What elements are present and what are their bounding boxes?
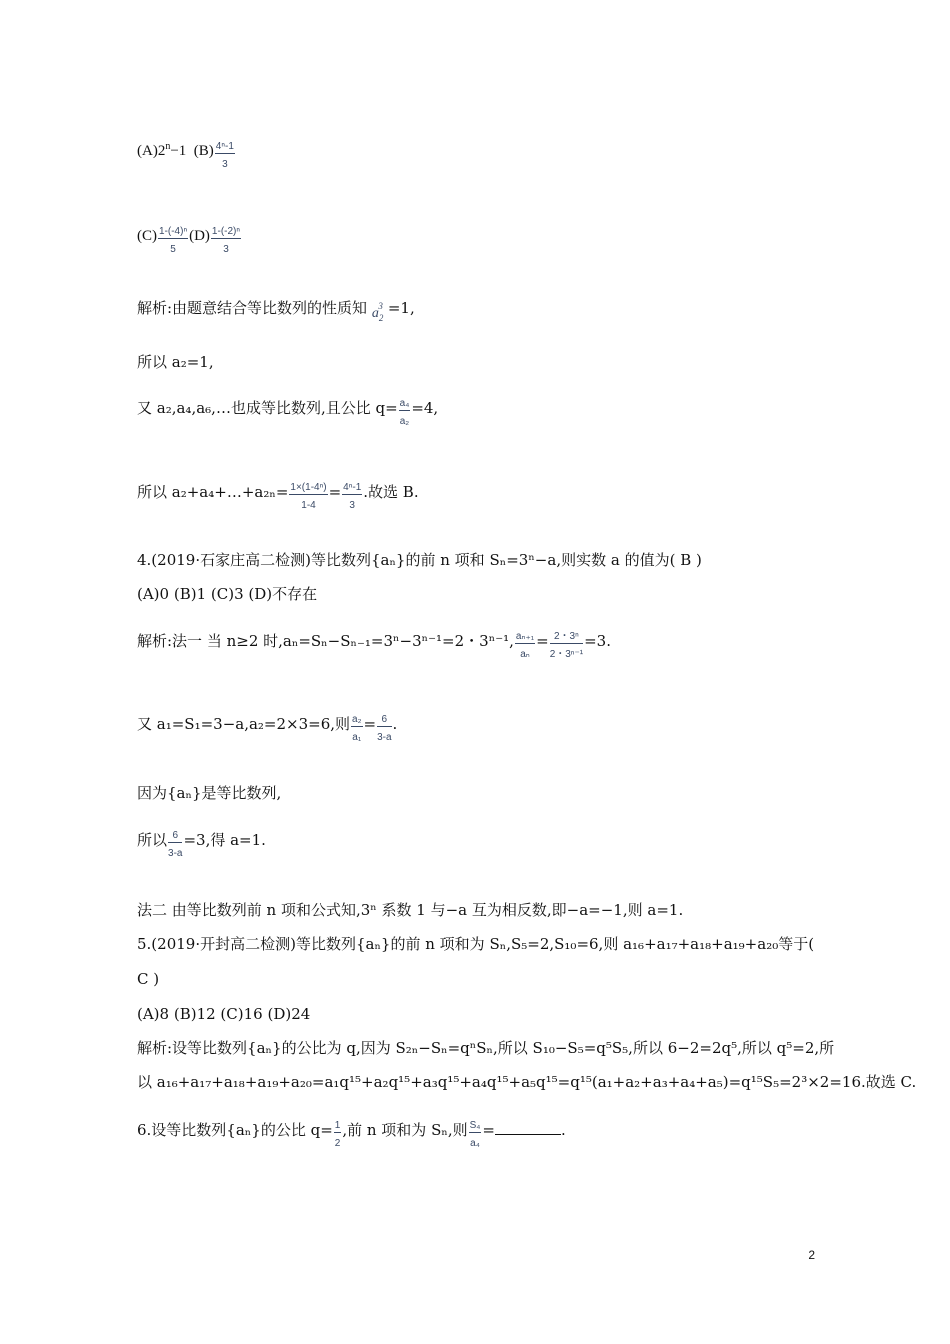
q3-options-cd: (C) $\frac{\text{1-(-4)ⁿ}}{5}$ (D) $\frac{\text{1-(-2)ⁿ}}{3}$ [137,226,241,255]
q5-stem: 5.(2019·开封高二检测)等比数列{aₙ}的前 n 项和为 Sₙ,S₅=2,S₁₀=6,则 a₁₆+a₁₇+a₁₈+a₁₉+a₂₀等于( [137,935,815,953]
q3-options-ab: $(A)2^n-1$ (B) $\frac{\text{4ⁿ-1}}{3}$ [137,141,234,170]
q3-solution-line4: 所以 a₂+a₄+…+a₂ₙ= $\frac{\text{1×(1-4ⁿ)}}{1-4}$ = $\frac{\text{4ⁿ-1}}{3}$ .故选 B. [137,482,419,511]
q6-stem: 6.设等比数列{aₙ}的公比 q= $\frac{1}{2}$ ,前 n 项和为 Sₙ,则 $\frac{\text{S₄}}{\text{a₄}}$ = . [137,1120,566,1149]
q3-solution-line3: 又 a₂,a₄,a₆,…也成等比数列,且公比 q= $\frac{\text{a₄}}{\text{a₂}}$ =4, [137,398,439,427]
page-number: 2 [808,1248,815,1262]
q5-options: (A)8 (B)12 (C)16 (D)24 [137,1005,311,1023]
q4-solution-line2: 又 a₁=S₁=3−a,a₂=2×3=6,则 $\frac{\text{a₂}}{\text{a₁}}$ = $\frac{6}{3-a}$ . [137,714,398,743]
q3-solution-line1: 解析:由题意结合等比数列的性质知 $a_2^3 =1$, [137,299,415,323]
q4-solution-line3: 因为{aₙ}是等比数列, [137,784,282,802]
q5-stem-answer: C ) [137,970,160,988]
a2-cubed-image: $a_2^3$ [371,301,384,323]
q4-stem: 4.(2019·石家庄高二检测)等比数列{aₙ}的前 n 项和 Sₙ=3ⁿ−a,则实数 a 的值为( B ) [137,551,702,569]
q4-solution-method1: 解析:法一 当 n≥2 时,aₙ=Sₙ−Sₙ₋₁=3ⁿ−3ⁿ⁻¹=2・3ⁿ⁻¹, $\frac{\text{aₙ₊₁}}{\text{aₙ}}$ = $\frac{\text{2・3ⁿ}}{\text{2・3ⁿ⁻¹}}$ =3. [137,631,611,660]
q4-options: (A)0 (B)1 (C)3 (D)不存在 [137,585,318,603]
q5-solution-line2: 以 a₁₆+a₁₇+a₁₈+a₁₉+a₂₀=a₁q¹⁵+a₂q¹⁵+a₃q¹⁵+a₄q¹⁵+a₅q¹⁵=q¹⁵(a₁+a₂+a₃+a₄+a₅)=q¹⁵S₅=2³×2=16.故选 C. [137,1073,917,1091]
q3-solution-line2: 所以 a₂=1, [137,353,214,371]
q4-solution-method2: 法二 由等比数列前 n 项和公式知,3ⁿ 系数 1 与−a 互为相反数,即−a=−1,则 a=1. [137,901,684,919]
answer-blank[interactable] [495,1120,561,1135]
q4-solution-line4: 所以 $\frac{6}{3-a}$ =3,得 a=1. [137,830,266,859]
q5-solution-line1: 解析:设等比数列{aₙ}的公比为 q,因为 S₂ₙ−Sₙ=qⁿSₙ,所以 S₁₀−S₅=q⁵S₅,所以 6−2=2q⁵,所以 q⁵=2,所 [137,1039,835,1057]
